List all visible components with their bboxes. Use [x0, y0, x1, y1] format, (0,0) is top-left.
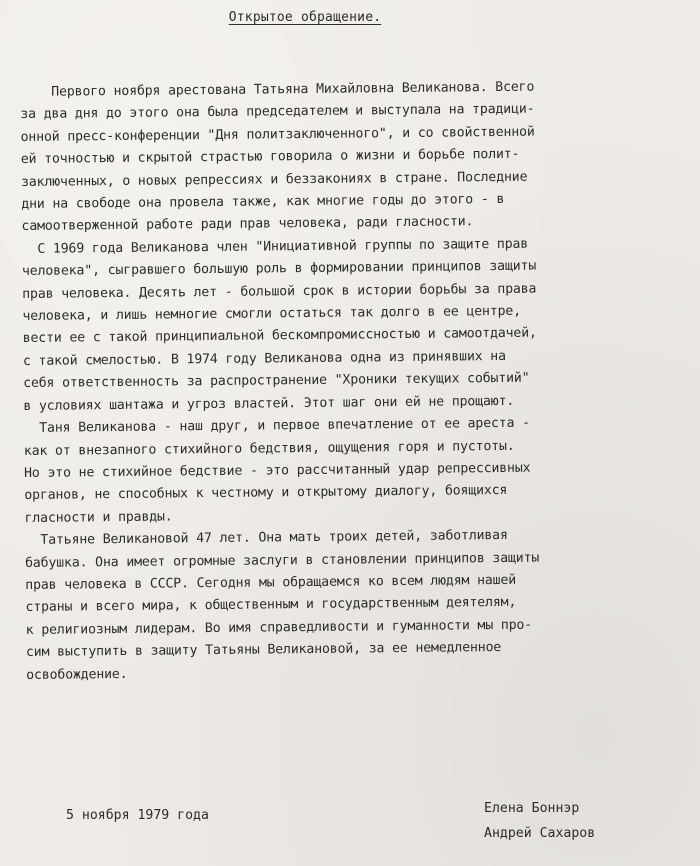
text-line: прав человека. Десять лет - большой срок в истории борьбы за права — [22, 281, 537, 302]
text-line: человека", сыгравшего большую роль в формировании принципов защиты — [21, 258, 537, 280]
signatory-name: Андрей Сахаров — [484, 826, 596, 841]
letter-body — [20, 75, 674, 687]
text-line: гласности и правды. — [24, 509, 173, 526]
text-line: Первого ноября арестована Татьяна Михайловна Великанова. Всего — [20, 79, 535, 100]
text-line: С 1969 года Великанова член "Инициативной группы по защите прав — [21, 236, 529, 257]
text-line: прав человека в СССР. Сегодня мы обращаемся ко всем людям нашей — [25, 572, 517, 593]
text-line: дни на свободе она провела также, как многие годы до этого - в — [21, 191, 505, 213]
text-line: Татьяне Великановой 47 лет. Она мать троих детей, заботливая — [24, 528, 508, 549]
text-line: страны и всего мира, к общественным и государственным деятелям, — [25, 595, 517, 616]
text-line: заключенных, о новых репрессиях и беззакониях в стране. Последние — [20, 169, 528, 190]
text-line: с такой смелостью. В 1974 году Великанова одна из принявших на — [22, 348, 506, 369]
text-line: Таня Великанова - наш друг, и первое впечатление от ее ареста - — [23, 415, 531, 437]
text-line: как от внезапного стихийного бедствия, ощущения горя и пустоты. — [23, 438, 515, 459]
signature-block — [484, 796, 595, 846]
text-line: органов, не способных к честному и открытому диалогу, боящихся — [24, 483, 508, 504]
text-line: в условиях шантажа и угроз властей. Этот шаг они ей не прощают. — [23, 393, 515, 414]
text-line: бабушка. Она имеет огромные заслуги в становлении принципов защиты — [24, 550, 540, 571]
document-title: Открытое обращение. — [228, 10, 382, 25]
text-line: Но это не стихийное бедствие - это рассчитанный удар репрессивных — [24, 460, 531, 481]
text-line: себя ответственность за распространение "Хроники текущих событий" — [23, 370, 530, 392]
text-line: вести ее с такой принципиальной бескомпромиссностью и самоотдачей, — [22, 326, 537, 347]
text-line: онной пресс-конференции "Дня политзаключенного", и со свойственной — [20, 124, 535, 145]
text-line: к религиозным лидерам. Во имя справедливости и гуманности мы про- — [25, 617, 533, 638]
text-line: сим выступить в защиту Татьяны Великановой, за ее немедленное — [25, 640, 502, 661]
document-date: 5 ноября 1979 года — [66, 808, 209, 823]
text-line: за два дня до этого она была председателем и выступала на традици- — [20, 102, 535, 123]
text-line: самоотверженной работе ради прав человека, ради гласности. — [21, 214, 474, 235]
text-line: ей точностью и скрытой страстью говорила о жизни и борьбе полит- — [20, 146, 520, 168]
text-line: освобождение. — [26, 666, 128, 683]
text-line: человека, и лишь немногие смогли остаться так долго в ее центре, — [22, 303, 522, 325]
signatory-name: Елена Боннэр — [484, 801, 580, 816]
